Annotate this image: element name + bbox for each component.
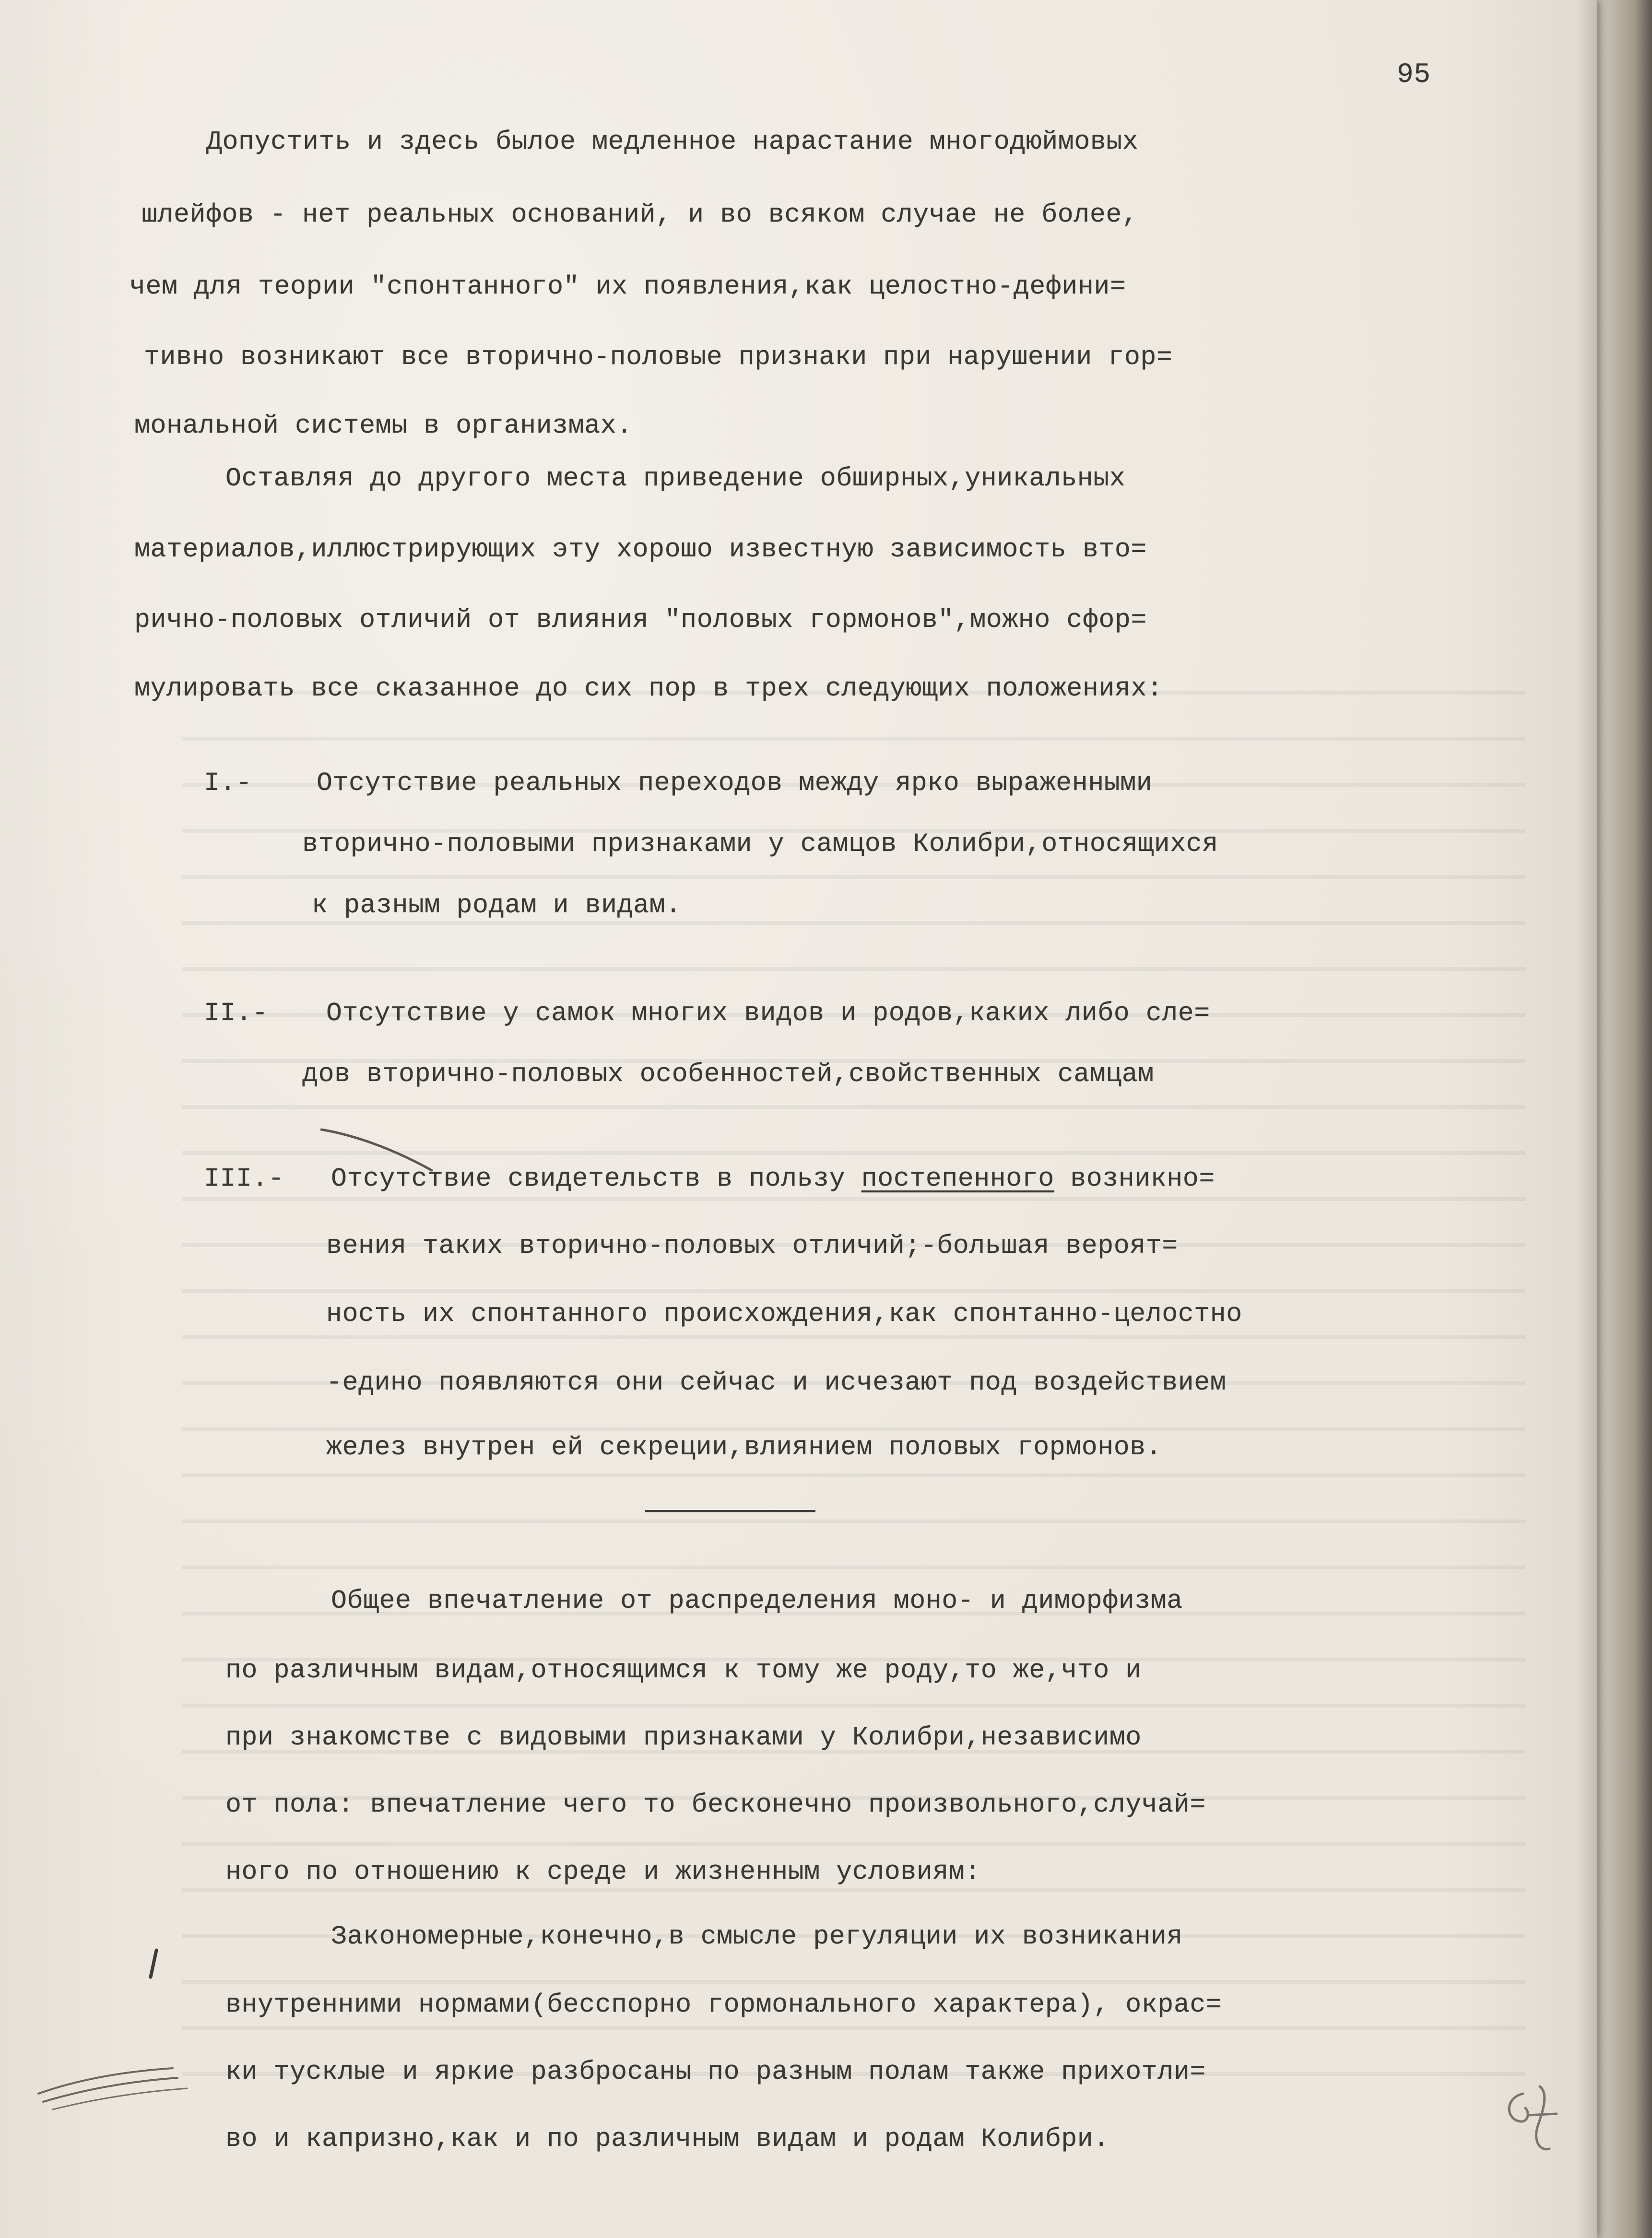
text-run: возникно=: [1054, 1164, 1215, 1194]
text-line: шлейфов - нет реальных оснований, и во всяком случае не более,: [142, 200, 1138, 230]
list-numeral: III.-: [204, 1164, 284, 1194]
text-line: [331, 1166, 1215, 1192]
text-line: мулировать все сказанное до сих пор в трех следующих положениях:: [134, 673, 1163, 704]
text-line: во и капризно,как и по различным видам и родам Колибри.: [225, 2124, 1109, 2154]
text-line: при знакомстве с видовыми признаками у Колибри,независимо: [225, 1722, 1142, 1753]
text-line: тивно возникают все вторично-половые признаки при нарушении гор=: [144, 342, 1173, 372]
text-line: дов вторично-половых особенностей,свойственных самцам: [302, 1059, 1154, 1089]
text-line: к разным родам и видам.: [312, 890, 682, 920]
text-line: мональной системы в организмах.: [134, 411, 633, 441]
text-line: Допустить и здесь былое медленное нарастание многодюймовых: [206, 127, 1139, 157]
list-numeral: II.-: [204, 998, 269, 1028]
list-numeral: I.-: [204, 768, 252, 798]
section-divider-rule: [645, 1510, 815, 1512]
text-line: Отсутствие у самок многих видов и родов,каких либо сле=: [326, 998, 1210, 1028]
page-edge-shadow: [1578, 0, 1597, 2238]
text-line: ки тусклые и яркие разбросаны по разным полам также прихотли=: [225, 2057, 1206, 2087]
text-line: -едино появляются они сейчас и исчезают под воздействием: [326, 1367, 1227, 1398]
text-line: ность их спонтанного происхождения,как спонтанно-целостно: [326, 1299, 1242, 1329]
text-line: чем для теории "спонтанного" их появления,как целостно-дефини=: [130, 271, 1126, 302]
text-line: рично-половых отличий от влияния "половых гормонов",можно сфор=: [134, 605, 1147, 635]
page-stack-edge: [1593, 0, 1652, 2238]
text-line: желез внутрен ей секреции,влиянием половых гормонов.: [326, 1432, 1162, 1462]
text-line: по различным видам,относящимся к тому же роду,то же,что и: [225, 1655, 1142, 1685]
text-line: Общее впечатление от распределения моно- и диморфизма: [331, 1586, 1183, 1616]
text-line: материалов,иллюстрирующих эту хорошо известную зависимость вто=: [134, 534, 1147, 565]
pencil-tick-mark: [144, 1947, 163, 1981]
text-line: ного по отношению к среде и жизненным условиям:: [225, 1857, 981, 1887]
text-line: вения таких вторично-половых отличий;-большая вероят=: [326, 1231, 1178, 1261]
underlined-word: постепенного: [861, 1164, 1054, 1194]
text-line: Оставляя до другого места приведение обширных,уникальных: [225, 463, 1126, 494]
text-line: вторично-половыми признаками у самцов Колибри,относящихся: [302, 829, 1218, 859]
text-line: от пола: впечатление чего то бесконечно произвольного,случай=: [225, 1790, 1206, 1820]
text-run: Отсутствие свидетельств в пользу: [331, 1164, 861, 1194]
page-number: 95: [1397, 59, 1431, 91]
text-line: Закономерные,конечно,в смысле регуляции их возникания: [331, 1921, 1183, 1952]
text-line: Отсутствие реальных переходов между ярко выраженными: [317, 768, 1153, 798]
text-line: внутренними нормами(бесспорно гормонального характера), окрас=: [225, 1990, 1222, 2020]
